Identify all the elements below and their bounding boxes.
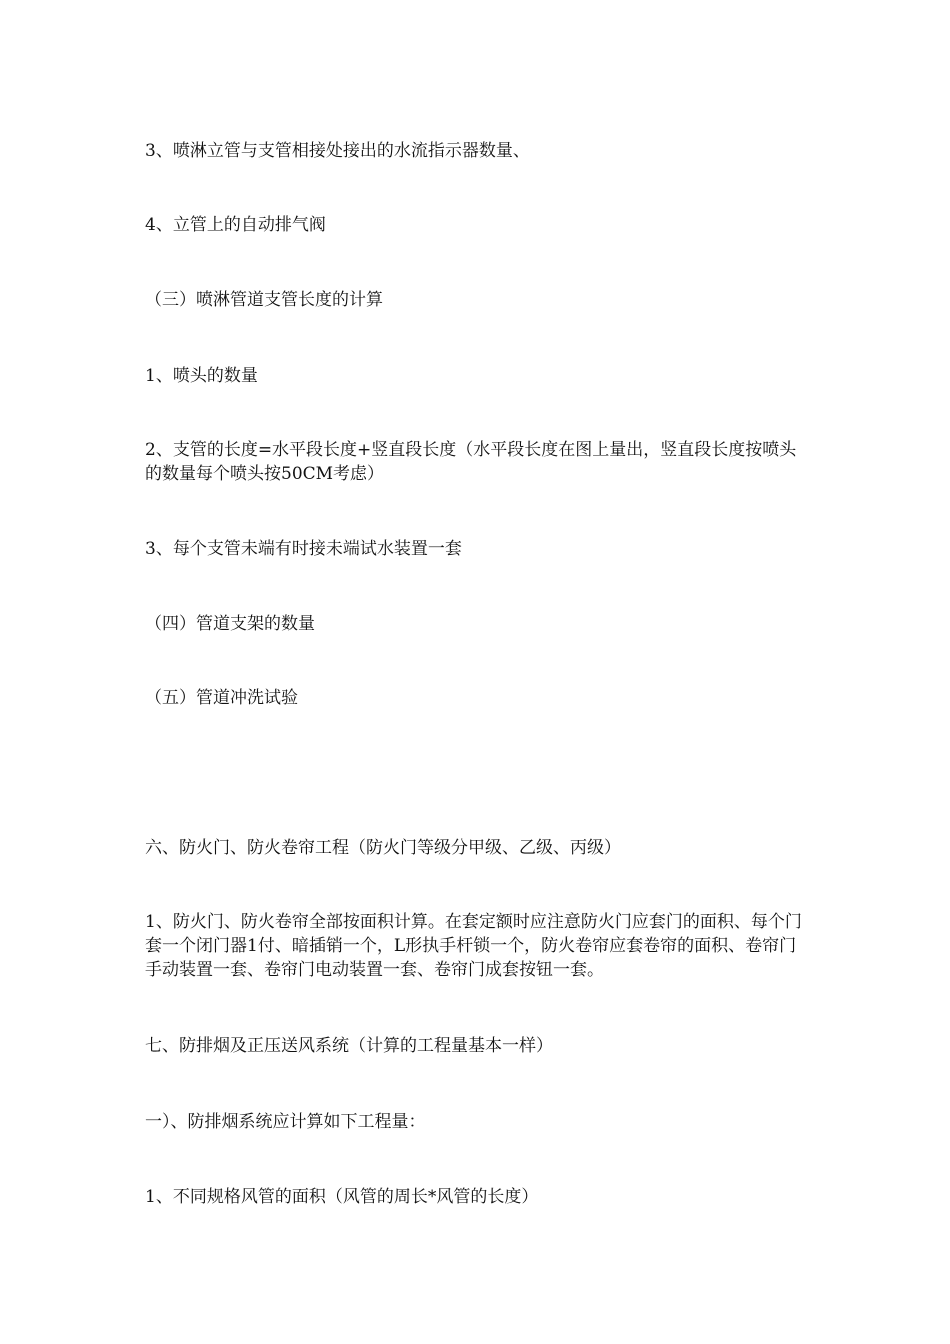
heading-branch-pipe-length: （三）喷淋管道支管长度的计算 <box>145 290 383 310</box>
paragraph-exhaust-valve: 4、立管上的自动排气阀 <box>145 215 326 235</box>
heading-smoke-exhaust-system: 七、防排烟及正压送风系统（计算的工程量基本一样） <box>145 1036 553 1056</box>
heading-pipe-supports: （四）管道支架的数量 <box>145 614 315 634</box>
paragraph-duct-area: 1、不同规格风管的面积（风管的周长*风管的长度） <box>145 1187 539 1207</box>
paragraph-branch-length-formula: 2、支管的长度=水平段长度+竖直段长度（水平段长度在图上量出，竖直段长度按喷头的数量每个喷头按50CM考虑） <box>145 440 797 484</box>
heading-pipe-flushing: （五）管道冲洗试验 <box>145 688 298 708</box>
paragraph-sprinkler-count: 1、喷头的数量 <box>145 366 258 386</box>
heading-smoke-exhaust-quantities: 一）、防排烟系统应计算如下工程量： <box>145 1112 426 1132</box>
paragraph-fire-door-calculation: 1、防火门、防火卷帘全部按面积计算。在套定额时应注意防火门应套门的面积、每个门套一个闭门器1付、暗插销一个，L形执手杆锁一个，防火卷帘应套卷帘的面积、卷帘门手动装置一套、卷帘门电动装置一套、卷帘门成套按钮一套。 <box>145 912 802 980</box>
paragraph-flow-indicator: 3、喷淋立管与支管相接处接出的水流指示器数量、 <box>145 141 530 161</box>
heading-fire-doors: 六、防火门、防火卷帘工程（防火门等级分甲级、乙级、丙级） <box>145 838 621 858</box>
paragraph-test-device: 3、每个支管未端有时接未端试水装置一套 <box>145 539 462 559</box>
